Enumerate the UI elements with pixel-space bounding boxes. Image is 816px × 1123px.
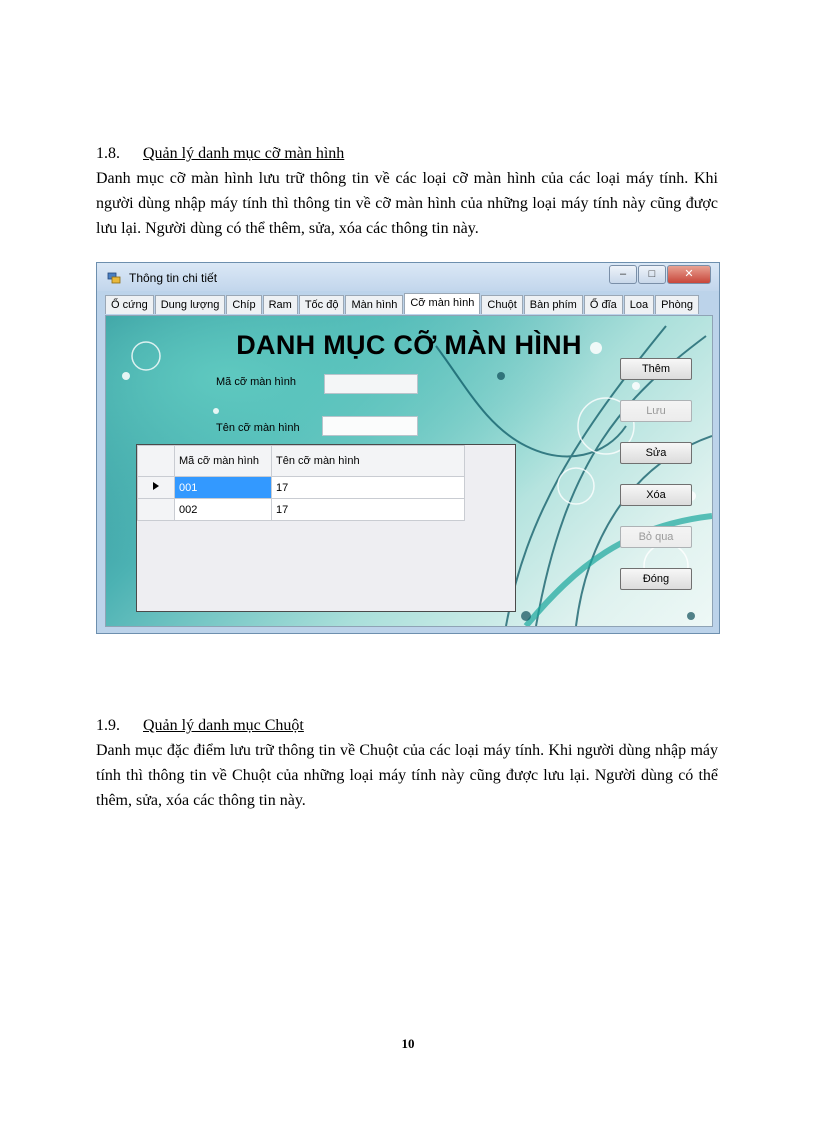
- tab-phong[interactable]: Phòng: [655, 295, 699, 314]
- app-icon: [107, 271, 121, 285]
- ma-co-man-hinh-label: Mã cỡ màn hình: [216, 376, 296, 388]
- tab-chip[interactable]: Chíp: [226, 295, 261, 314]
- section-number: 1.8.: [96, 145, 120, 162]
- luu-button[interactable]: Lưu: [620, 400, 692, 422]
- table-row[interactable]: [138, 477, 465, 499]
- tab-ram[interactable]: Ram: [263, 295, 298, 314]
- row-pointer-icon: [152, 481, 160, 491]
- section-title: Quản lý danh mục cỡ màn hình: [143, 145, 345, 162]
- maximize-button[interactable]: [638, 265, 666, 284]
- data-grid-table: [137, 445, 465, 521]
- cell-ma[interactable]: 002: [175, 499, 272, 521]
- sua-button[interactable]: Sửa: [620, 442, 692, 464]
- bo-qua-button[interactable]: Bỏ qua: [620, 526, 692, 548]
- tab-o-cung[interactable]: Ổ cứng: [105, 295, 154, 314]
- section-1-8-heading: [96, 144, 344, 164]
- tab-loa[interactable]: Loa: [624, 295, 654, 314]
- maximize-icon: □: [648, 268, 656, 280]
- tab-content-panel: [105, 315, 713, 627]
- tab-toc-do[interactable]: Tốc độ: [299, 295, 345, 314]
- xoa-button[interactable]: Xóa: [620, 484, 692, 506]
- section-number: 1.9.: [96, 717, 120, 734]
- dong-button[interactable]: Đóng: [620, 568, 692, 590]
- them-button[interactable]: Thêm: [620, 358, 692, 380]
- tab-co-man-hinh[interactable]: Cỡ màn hình: [404, 293, 480, 314]
- tab-man-hinh[interactable]: Màn hình: [345, 295, 403, 314]
- row-header[interactable]: [138, 477, 175, 499]
- tab-dung-luong[interactable]: Dung lượng: [155, 295, 226, 314]
- title-bar[interactable]: [97, 263, 719, 291]
- page-number: 10: [401, 1036, 415, 1051]
- form-heading: DANH MỤC CỠ MÀN HÌNH: [236, 330, 582, 360]
- tab-strip: [105, 295, 700, 315]
- cell-ma[interactable]: 001: [175, 477, 272, 499]
- section-1-8-paragraph: Danh mục cỡ màn hình lưu trữ thông tin về các loại cỡ màn hình của các loại máy tính. Khi người dùng nhập máy tính thì thông tin về cỡ màn hình của những loại máy tính này cũng được lưu lại. Người dùng có thể thêm, sửa, xóa các thông tin này.: [96, 170, 718, 237]
- data-grid[interactable]: [136, 444, 516, 612]
- section-1-9-heading: [96, 716, 304, 736]
- ma-co-man-hinh-input[interactable]: [324, 374, 418, 394]
- app-window-screenshot: [96, 262, 720, 634]
- close-icon: ✕: [684, 268, 694, 280]
- tab-ban-phim[interactable]: Bàn phím: [524, 295, 583, 314]
- section-1-9-paragraph: Danh mục đặc điểm lưu trữ thông tin về Chuột của các loại máy tính. Khi người dùng nhập máy tính thì thông tin về Chuột của những loại máy tính này cũng được lưu lại. Người dùng có thể thêm, sửa, xóa các thông tin này.: [96, 742, 718, 809]
- column-header-ten[interactable]: Tên cỡ màn hình: [272, 446, 465, 477]
- table-row[interactable]: [138, 499, 465, 521]
- column-header-ma[interactable]: Mã cỡ màn hình: [175, 446, 272, 477]
- window-title: Thông tin chi tiết: [129, 271, 218, 285]
- tab-o-dia[interactable]: Ổ đĩa: [584, 295, 623, 314]
- close-button[interactable]: [667, 265, 711, 284]
- ten-co-man-hinh-input[interactable]: [322, 416, 418, 436]
- window-frame: [96, 262, 720, 634]
- row-header[interactable]: [138, 499, 175, 521]
- tab-chuot[interactable]: Chuột: [481, 295, 522, 314]
- cell-ten[interactable]: 17: [272, 477, 465, 499]
- section-title: Quản lý danh mục Chuột: [143, 717, 304, 734]
- row-header-corner: [138, 446, 175, 477]
- cell-ten[interactable]: 17: [272, 499, 465, 521]
- minimize-icon: –: [619, 268, 627, 280]
- minimize-button[interactable]: [609, 265, 637, 284]
- ten-co-man-hinh-label: Tên cỡ màn hình: [216, 422, 300, 434]
- grid-header-row: [138, 446, 465, 477]
